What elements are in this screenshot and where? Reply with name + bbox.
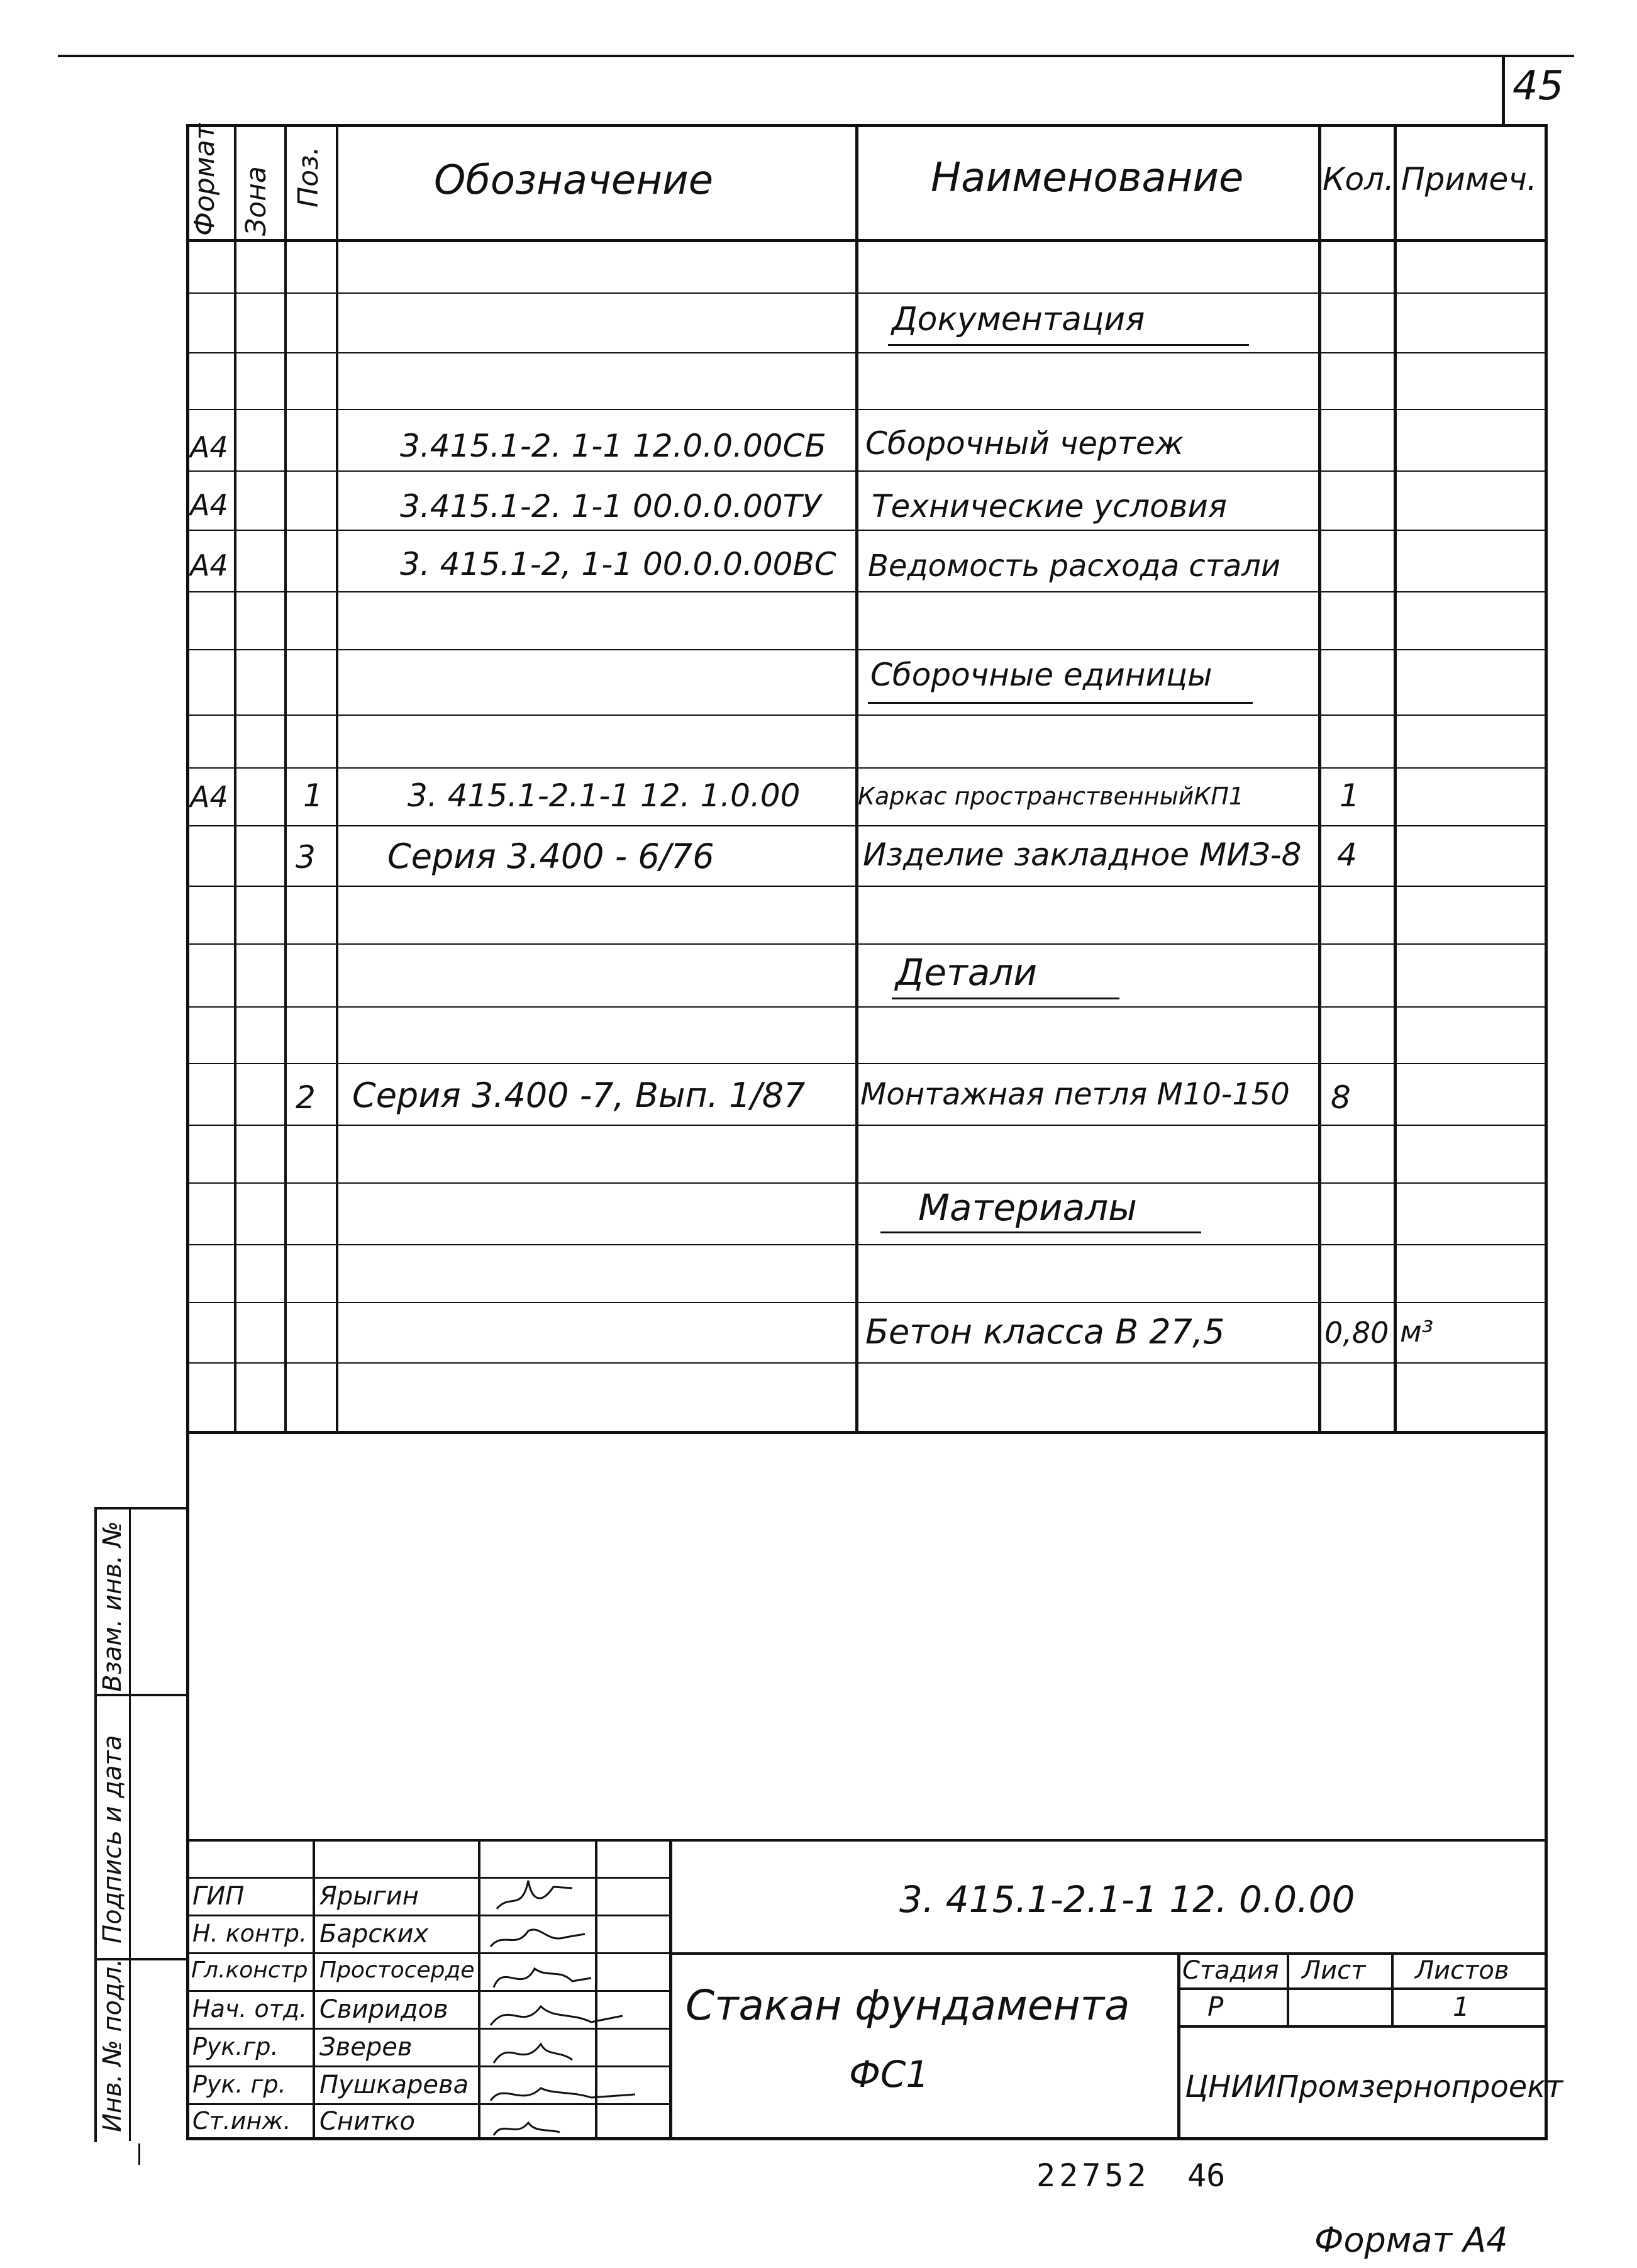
tb-v1	[313, 1839, 315, 2138]
frame-left	[186, 124, 189, 2140]
header-qty: Кол.	[1323, 161, 1394, 197]
tb-name-0: Ярыгин	[319, 1882, 419, 1911]
header-format: Формат	[189, 123, 221, 236]
table-row-rule	[186, 649, 1546, 650]
top-rule	[58, 55, 1574, 57]
header-designation: Обозначение	[434, 157, 714, 204]
side-strip-div1	[94, 1694, 189, 1696]
tb-sheets-label: Листов	[1415, 1956, 1509, 1985]
table-row-rule	[186, 530, 1546, 531]
tb-stage-v1	[1287, 1952, 1289, 2026]
header-note: Примеч.	[1401, 161, 1537, 197]
table-row-rule	[186, 292, 1546, 294]
side-strip-divider	[129, 1508, 131, 2141]
footer-format: Формат А4	[1314, 2220, 1508, 2260]
tb-code-bottom	[669, 1952, 1546, 1955]
tb-doc-code: 3. 415.1-2.1-1 12. 0.0.00	[899, 1878, 1355, 1921]
side-podpis-label: Подпись и дата	[98, 1735, 127, 1943]
table-row-rule	[186, 1063, 1546, 1064]
footer-left-number: 22752	[1036, 2157, 1150, 2194]
table-row-rule	[186, 409, 1546, 410]
side-strip-left	[94, 1508, 97, 2142]
tb-name-2: Простосерде	[319, 1957, 475, 1983]
page-number: 45	[1512, 63, 1564, 109]
tb-stage-h2	[1177, 2025, 1546, 2028]
col-line-4	[855, 124, 858, 1432]
tb-sheets-value: 1	[1453, 1991, 1470, 2022]
section-materials: Материалы	[918, 1186, 1137, 1229]
section-documentation: Документация	[892, 301, 1145, 338]
table-row-rule	[186, 1182, 1546, 1184]
header-zone: Зона	[240, 166, 272, 236]
row2-name: Технические условия	[872, 488, 1227, 525]
row7-qty: 0,80	[1324, 1316, 1389, 1350]
table-row-rule	[186, 1362, 1546, 1364]
table-row-rule	[186, 470, 1546, 472]
row6-name: Монтажная петля М10-150	[860, 1077, 1290, 1112]
tb-stage-h1	[1177, 1987, 1546, 1990]
col-line-2	[284, 124, 287, 1432]
tb-sheet-label: Лист	[1302, 1956, 1366, 1985]
section-documentation-underline	[888, 344, 1249, 346]
row1-designation: 3.415.1-2. 1-1 12.0.0.00СБ	[400, 428, 826, 464]
section-parts-underline	[892, 998, 1119, 999]
table-row-rule	[186, 714, 1546, 716]
frame-top	[186, 124, 1546, 127]
tb-stage-v2	[1391, 1952, 1394, 2026]
tb-role-4: Рук.гр.	[192, 2033, 279, 2060]
row4-format: А4	[190, 780, 228, 814]
tb-title-line1: Стакан фундамента	[685, 1981, 1130, 2030]
row1-name: Сборочный чертеж	[865, 425, 1184, 462]
frame-right	[1545, 124, 1548, 2140]
col-line-5	[1318, 124, 1321, 1432]
row4-pos: 1	[303, 777, 323, 814]
page-number-box-left	[1502, 55, 1505, 124]
tb-stage-label: Стадия	[1182, 1956, 1279, 1985]
tb-organization: ЦНИИПромзернопроект	[1185, 2069, 1563, 2104]
section-assembly-units: Сборочные единицы	[870, 657, 1212, 693]
tb-name-6: Снитко	[319, 2107, 416, 2136]
tb-top	[186, 1839, 1546, 1842]
row5-qty: 4	[1337, 837, 1357, 873]
margin-mark	[138, 2143, 140, 2165]
table-row-rule	[186, 1244, 1546, 1245]
side-strip-top	[94, 1507, 189, 1509]
tb-role-1: Н. контр.	[192, 1920, 308, 1947]
tb-v2	[478, 1839, 480, 2138]
side-vzam-label: Взам. инв. №	[98, 1521, 127, 1692]
header-pos: Поз.	[292, 146, 325, 208]
signatures	[484, 1843, 723, 2138]
row4-name: Каркас пространственныйКП1	[858, 782, 1245, 810]
footer-right-number: 46	[1187, 2157, 1226, 2194]
row6-qty: 8	[1331, 1079, 1351, 1116]
col-line-1	[234, 124, 236, 1432]
table-row-rule	[186, 1125, 1546, 1126]
section-assembly-units-underline	[868, 702, 1253, 704]
row3-format: А4	[190, 548, 228, 582]
col-line-3	[336, 124, 338, 1432]
table-row-rule	[186, 825, 1546, 826]
tb-name-4: Зверев	[319, 2033, 413, 2062]
row5-pos: 3	[296, 839, 316, 876]
side-inv-label: Инв. № подл.	[98, 1959, 127, 2132]
tb-role-2: Гл.констр	[191, 1957, 308, 1983]
row4-qty: 1	[1340, 777, 1360, 814]
row7-note: м³	[1400, 1315, 1434, 1348]
row3-name: Ведомость расхода стали	[868, 548, 1281, 584]
row2-format: А4	[190, 488, 228, 522]
section-parts: Детали	[896, 951, 1038, 994]
section-materials-underline	[880, 1231, 1201, 1233]
table-row-rule	[186, 352, 1546, 353]
table-row-rule	[186, 1302, 1546, 1303]
row3-designation: 3. 415.1-2, 1-1 00.0.0.00ВС	[400, 546, 836, 582]
tb-title-line2: ФС1	[849, 2053, 929, 2096]
row6-pos: 2	[296, 1079, 316, 1116]
table-row-rule	[186, 1006, 1546, 1008]
tb-role-6: Ст.инж.	[192, 2107, 291, 2135]
tb-role-0: ГИП	[192, 1882, 245, 1911]
table-bottom	[186, 1431, 1546, 1434]
table-row-rule	[186, 943, 1546, 945]
header-name: Наименование	[931, 155, 1244, 201]
tb-stage-left	[1177, 1952, 1180, 2138]
row6-designation: Серия 3.400 -7, Вып. 1/87	[352, 1076, 806, 1115]
row7-name: Бетон класса В 27,5	[865, 1312, 1225, 1352]
header-bottom	[186, 239, 1546, 242]
row1-format: А4	[190, 430, 228, 464]
row2-designation: 3.415.1-2. 1-1 00.0.0.00ТУ	[400, 488, 821, 525]
tb-name-3: Свиридов	[319, 1995, 448, 2024]
frame-bottom	[186, 2137, 1548, 2140]
row4-designation: 3. 415.1-2.1-1 12. 1.0.00	[408, 777, 801, 814]
row5-name: Изделие закладное МИЗ-8	[863, 837, 1302, 873]
table-row-rule	[186, 886, 1546, 887]
tb-role-3: Нач. отд.	[192, 1995, 308, 2023]
tb-name-5: Пушкарева	[319, 2071, 469, 2099]
tb-stage-value: Р	[1207, 1991, 1224, 2022]
table-row-rule	[186, 767, 1546, 769]
row5-designation: Серия 3.400 - 6/76	[387, 837, 714, 876]
col-line-6	[1394, 124, 1397, 1432]
table-row-rule	[186, 591, 1546, 592]
tb-role-5: Рук. гр.	[192, 2071, 286, 2098]
tb-name-1: Барских	[319, 1920, 429, 1948]
